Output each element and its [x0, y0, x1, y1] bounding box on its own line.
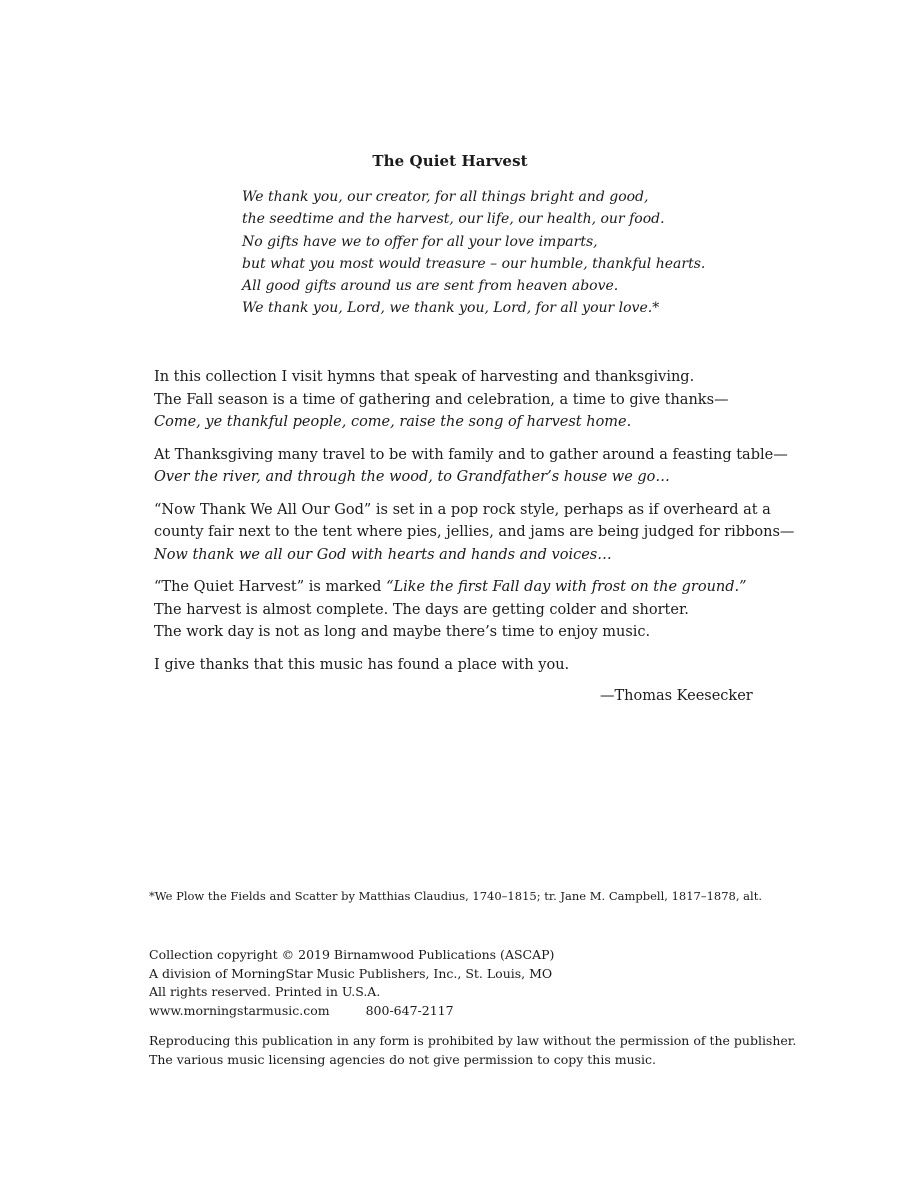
- paragraph-quiet-harvest: [154, 576, 774, 644]
- paragraph-line: county fair next to the tent where pies, jellies, and jams are being judged for ribbons—: [154, 524, 795, 540]
- paragraph-line: The Fall season is a time of gathering and celebration, a time to give thanks—: [154, 391, 729, 408]
- author-signature: —Thomas Keesecker: [600, 688, 753, 704]
- paragraph-line: The work day is not as long and maybe there’s time to enjoy music.: [154, 624, 651, 640]
- poem-line: No gifts have we to offer for all your love imparts,: [242, 233, 598, 250]
- notice-line: Reproducing this publication in any form is prohibited by law without the permission of the publisher.: [149, 1033, 797, 1048]
- paragraph-line: In this collection I visit hymns that speak of harvesting and thanksgiving.: [154, 369, 695, 385]
- poem-line: We thank you, our creator, for all things bright and good,: [242, 189, 649, 205]
- notice-line: The various music licensing agencies do not give permission to copy this music.: [149, 1051, 657, 1067]
- reproduction-notice: [149, 1032, 796, 1069]
- paragraph-line: [154, 576, 774, 599]
- phone-number: 800-647-2117: [365, 1002, 454, 1018]
- hymn-quote: Now thank we all our God with hearts and hands and voices…: [154, 546, 612, 563]
- poem-line: but what you most would treasure – our humble, thankful hearts.: [242, 255, 706, 272]
- poem-stanza: [242, 186, 705, 320]
- poem-line: the seedtime and the harvest, our life, our health, our food.: [242, 211, 665, 228]
- paragraph-now-thank: [154, 499, 795, 567]
- contact-line: [149, 1002, 554, 1021]
- paragraph-line: “Now Thank We All Our God” is set in a pop rock style, perhaps as if overheard at a: [154, 501, 771, 518]
- copyright-block: [149, 946, 554, 1020]
- website-link[interactable]: www.morningstarmusic.com: [149, 1002, 330, 1018]
- page-title: The Quiet Harvest: [372, 152, 528, 170]
- poem-line: We thank you, Lord, we thank you, Lord, for all your love.*: [242, 300, 660, 317]
- copyright-line: Collection copyright © 2019 Birnamwood Publications (ASCAP): [149, 947, 555, 962]
- tempo-marking: “Like the first Fall day with frost on the ground.”: [386, 579, 747, 595]
- hymn-quote: Come, ye thankful people, come, raise the song of harvest home.: [154, 414, 632, 430]
- poem-line: All good gifts around us are sent from heaven above.: [242, 278, 619, 295]
- paragraph-collection-intro: [154, 366, 774, 434]
- hymn-quote: Over the river, and through the wood, to Grandfather’s house we go…: [154, 469, 670, 485]
- paragraph-line: The harvest is almost complete. The days are getting colder and shorter.: [154, 601, 689, 618]
- paragraph-text: “The Quiet Harvest” is marked: [154, 579, 387, 595]
- copyright-line: A division of MorningStar Music Publishers, Inc., St. Louis, MO: [149, 965, 553, 981]
- paragraph-line: I give thanks that this music has found a place with you.: [154, 656, 570, 673]
- paragraph-line: At Thanksgiving many travel to be with family and to gather around a feasting table—: [154, 446, 788, 463]
- paragraph-closing: [154, 654, 774, 677]
- paragraph-thanksgiving: [154, 444, 788, 489]
- copyright-line: All rights reserved. Printed in U.S.A.: [149, 984, 381, 1000]
- preface-body: [154, 366, 795, 686]
- footnote: *We Plow the Fields and Scatter by Matthias Claudius, 1740–1815; tr. Jane M. Campbell, 1817–1878, alt.: [149, 889, 762, 903]
